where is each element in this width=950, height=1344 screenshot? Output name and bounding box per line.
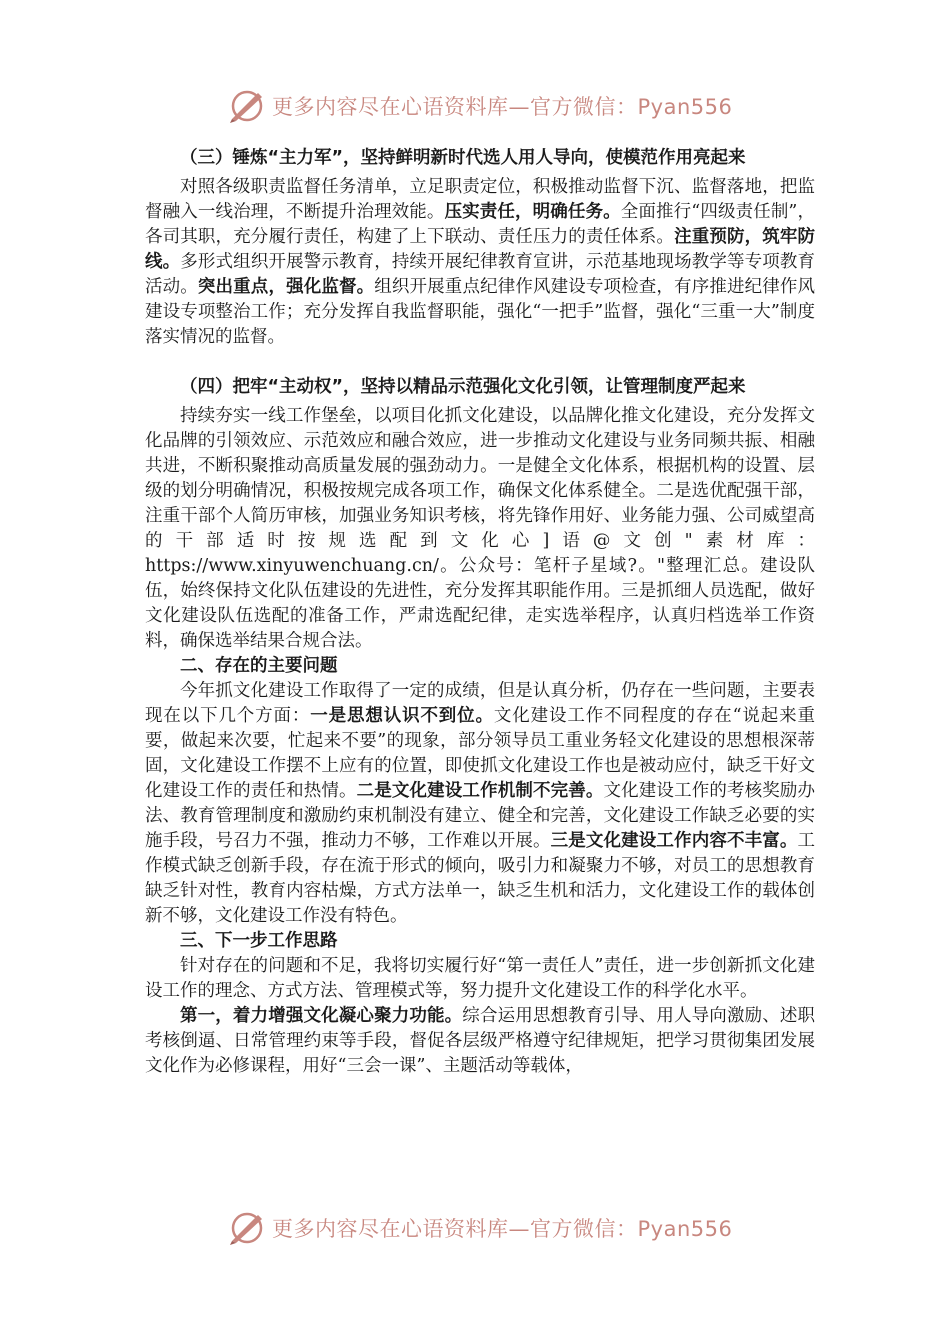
- part-3-paragraph-2: 第一，着力增强文化凝心聚力功能。综合运用思想教育引导、用人导向激励、述职考核倒逼、日常管理约束等手段，督促各层级严格遵守纪律规矩，把学习贯彻集团发展文化作为必修课程，用好“三会一课”、主题活动等载体，: [145, 1006, 816, 1076]
- section-3-heading: （三）锤炼“主力军”，坚持鲜明新时代选人用人导向，使模范作用亮起来: [180, 148, 746, 168]
- section-4-paragraph: 持续夯实一线工作堡垒，以项目化抓文化建设，以品牌化推文化建设，充分发挥文化品牌的引领效应、示范效应和融合效应，进一步推动文化建设与业务同频共振、相融共进，不断积聚推动高质量发展的强劲动力。一是健全文化体系，根据机构的设置、层级的划分明确情况，积极按规完成各项工作，确保文化体系健全。二是选优配强干部，注重干部个人简历审核，加强业务知识考核，将先锋作用好、业务能力强、公司威望高的干部适时按规选配到文化心]语@文创"素材库：https://www.xinyuwenchuang.cn/。公众号：笔杆子星域?。"整理汇总。建设队伍，始终保持文化队伍建设的先进性，充分发挥其职能作用。三是抓细人员选配，做好文化建设队伍选配的准备工作，严肃选配纪律，走实选举程序，认真归档选举工作资料，确保选举结果合规合法。: [145, 406, 815, 651]
- watermark-text: 更多内容尽在心语资料库—官方微信：Pyan556: [272, 1217, 733, 1241]
- part-2-heading: 二、存在的主要问题: [180, 656, 338, 676]
- document-body: [145, 146, 815, 1079]
- watermark-text: 更多内容尽在心语资料库—官方微信：Pyan556: [272, 95, 733, 119]
- watermark-footer: [228, 1206, 732, 1250]
- pen-logo-icon: [228, 87, 266, 125]
- part-3-paragraph-1: 针对存在的问题和不足，我将切实履行好“第一责任人”责任，进一步创新抓文化建设工作的理念、方式方法、管理模式等，努力提升文化建设工作的科学化水平。: [145, 956, 815, 1001]
- section-4-heading: （四）把牢“主动权”，坚持以精品示范强化文化引领，让管理制度严起来: [180, 377, 746, 397]
- part-3-heading: 三、下一步工作思路: [180, 931, 338, 951]
- part-2-paragraph: 今年抓文化建设工作取得了一定的成绩，但是认真分析，仍存在一些问题，主要表现在以下几个方面：一是思想认识不到位。文化建设工作不同程度的存在“说起来重要，做起来次要，忙起来不要”的现象，部分领导员工重业务轻文化建设的思想根深蒂固，文化建设工作摆不上应有的位置，即使抓文化建设工作也是被动应付，缺乏干好文化建设工作的责任和热情。二是文化建设工作机制不完善。文化建设工作的考核奖励办法、教育管理制度和激励约束机制没有建立、健全和完善，文化建设工作缺乏必要的实施手段，号召力不强，推动力不够，工作难以开展。三是文化建设工作内容不丰富。工作模式缺乏创新手段，存在流于形式的倾向，吸引力和凝聚力不够，对员工的思想教育缺乏针对性，教育内容枯燥，方式方法单一，缺乏生机和活力，文化建设工作的载体创新不够，文化建设工作没有特色。: [145, 681, 816, 926]
- watermark-header: [228, 84, 732, 128]
- pen-logo-icon: [228, 1209, 266, 1247]
- section-3-paragraph: 对照各级职责监督任务清单，立足职责定位，积极推动监督下沉、监督落地，把监督融入一线治理，不断提升治理效能。压实责任，明确任务。全面推行“四级责任制”，各司其职，充分履行责任，构建了上下联动、责任压力的责任体系。注重预防，筑牢防线。多形式组织开展警示教育，持续开展纪律教育宣讲，示范基地现场教学等专项教育活动。突出重点，强化监督。组织开展重点纪律作风建设专项检查，有序推进纪律作风建设专项整治工作；充分发挥自我监督职能，强化“一把手”监督，强化“三重一大”制度落实情况的监督。: [145, 177, 816, 347]
